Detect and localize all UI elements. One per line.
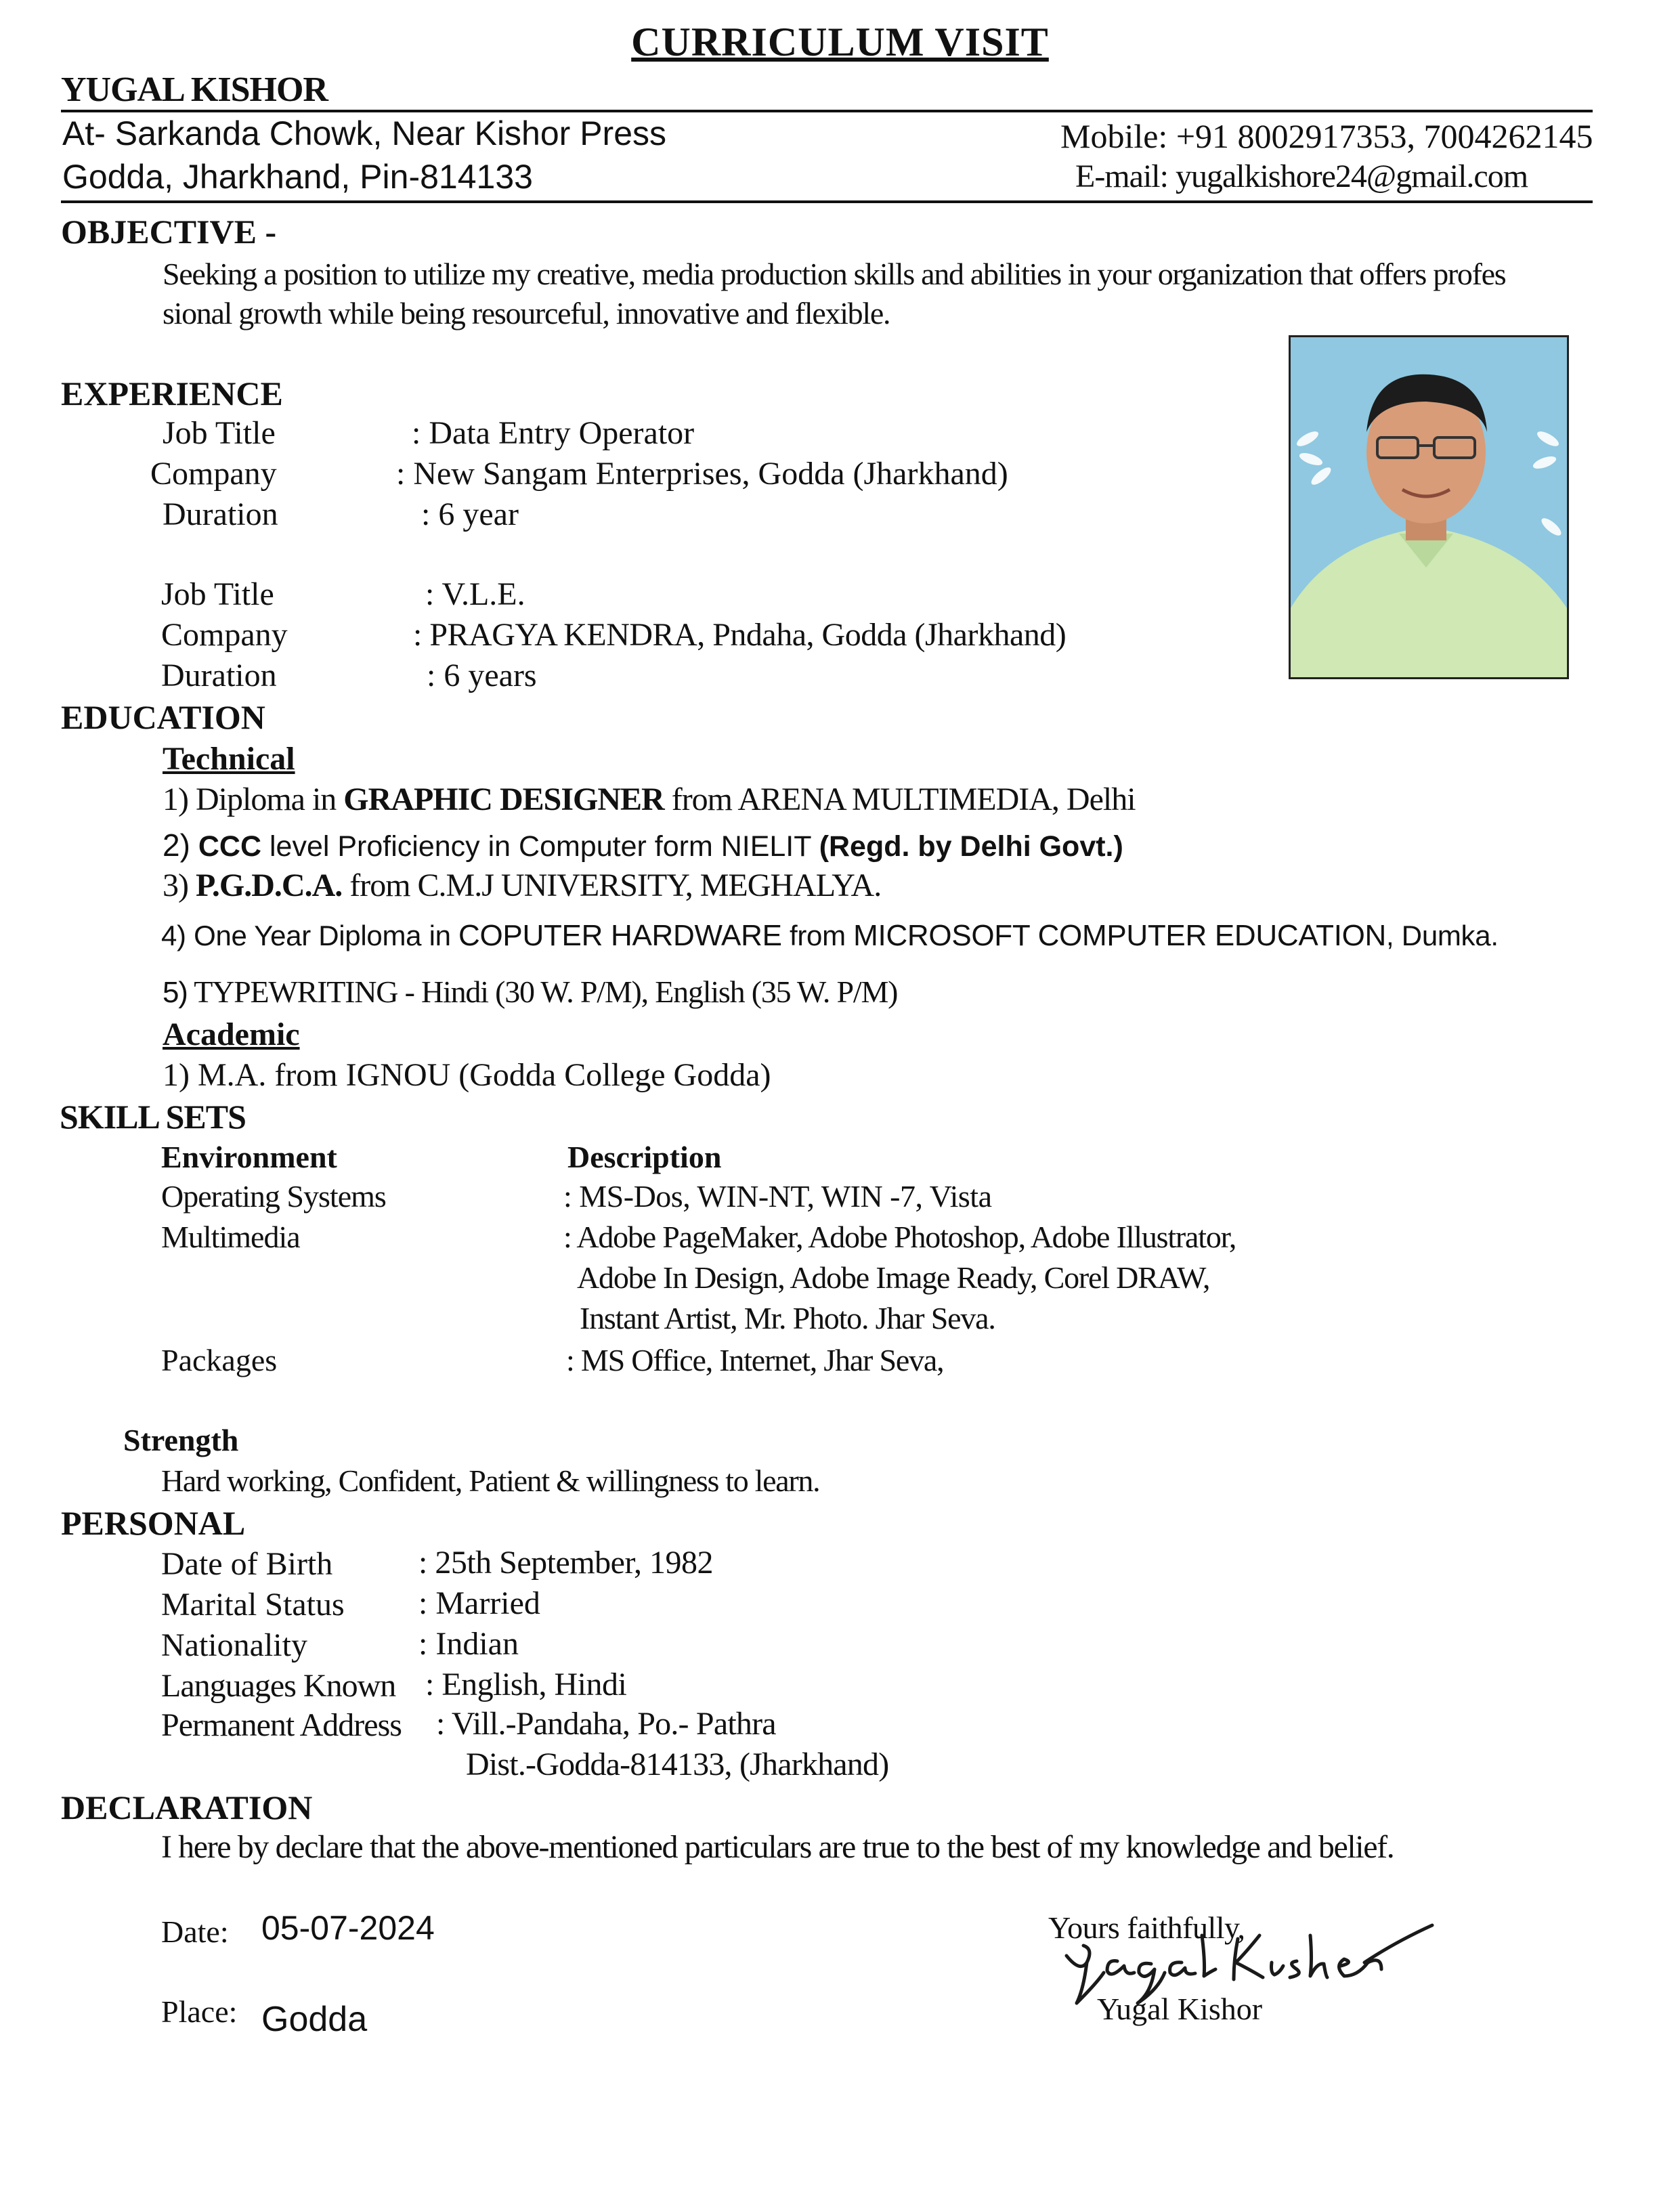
technical-item-4-strong-2: MICROSOFT COMPUTER EDUCATION xyxy=(853,919,1387,952)
academic-item-1 xyxy=(163,1056,771,1094)
strength-heading: Strength xyxy=(123,1423,239,1457)
declaration-text: I here by declare that the above-mentioned particulars are true to the best of my knowledge and belief. xyxy=(161,1829,1394,1865)
job-1-duration: : 6 year xyxy=(421,496,519,532)
technical-item-4-pre: One Year Diploma in xyxy=(186,920,459,951)
skills-column-description: Description xyxy=(567,1140,722,1174)
skills-row-1-desc: : MS-Dos, WIN-NT, WIN -7, Vista xyxy=(563,1179,992,1214)
job-1-company: : New Sangam Enterprises, Godda (Jharkhand) xyxy=(396,456,1008,492)
skills-row-4-desc: Instant Artist, Mr. Photo. Jhar Seva. xyxy=(580,1301,995,1335)
personal-nationality-value: : Indian xyxy=(418,1626,519,1662)
technical-item-2 xyxy=(163,827,1123,863)
personal-dob-value: : 25th September, 1982 xyxy=(418,1545,714,1581)
personal-nationality-label: Nationality xyxy=(161,1627,307,1663)
declaration-heading: DECLARATION xyxy=(61,1788,313,1826)
address-line-1: At- Sarkanda Chowk, Near Kishor Press xyxy=(62,114,667,152)
technical-item-5-num: 5) xyxy=(163,976,188,1009)
technical-item-1 xyxy=(163,781,1136,818)
place-label: Place: xyxy=(161,1994,238,2029)
personal-dob-label: Date of Birth xyxy=(161,1546,333,1582)
personal-address-value: : Vill.-Pandaha, Po.- Pathra xyxy=(436,1706,776,1742)
skill-sets-heading: SKILL SETS xyxy=(60,1098,246,1136)
header-rule-top xyxy=(61,110,1593,112)
skills-row-1-env: Operating Systems xyxy=(161,1179,386,1214)
technical-item-2-bold-1: CCC xyxy=(198,830,262,863)
job-1-title: : Data Entry Operator xyxy=(412,415,695,451)
mobile-number: Mobile: +91 8002917353, 7004262145 xyxy=(1060,117,1593,155)
objective-text-line-2: sional growth while being resourceful, innovative and flexible. xyxy=(163,296,890,330)
academic-item-1-num: 1) xyxy=(163,1057,190,1093)
technical-item-1-num: 1) xyxy=(163,781,188,817)
address-line-2: Godda, Jharkhand, Pin-814133 xyxy=(62,158,533,196)
skills-column-environment: Environment xyxy=(161,1140,337,1174)
job-2-company-label: Company xyxy=(161,617,288,653)
candidate-name: YUGAL KISHOR xyxy=(61,70,328,109)
closing-text: Yours faithfully, xyxy=(1048,1910,1245,1945)
job-1-duration-label: Duration xyxy=(163,496,278,532)
skills-row-2-desc: : Adobe PageMaker, Adobe Photoshop, Adobe Illustrator, xyxy=(563,1220,1236,1254)
profile-photo-icon xyxy=(1291,337,1567,677)
document-title: CURRICULUM VISIT xyxy=(631,20,1049,64)
education-heading: EDUCATION xyxy=(61,698,265,736)
technical-subheading: Technical xyxy=(163,741,295,777)
profile-photo xyxy=(1289,335,1569,679)
technical-item-2-num: 2) xyxy=(163,828,190,863)
job-2-duration: : 6 years xyxy=(427,658,537,693)
technical-item-4-num: 4) xyxy=(161,920,186,951)
technical-item-4-post: , Dumka. xyxy=(1386,920,1499,951)
technical-item-1-post: from ARENA MULTIMEDIA, Delhi xyxy=(664,781,1136,817)
date-label: Date: xyxy=(161,1914,229,1949)
personal-marital-label: Marital Status xyxy=(161,1587,345,1623)
job-1-title-label: Job Title xyxy=(163,415,276,451)
personal-marital-value: : Married xyxy=(418,1585,540,1621)
technical-item-5-text: TYPEWRITING - Hindi (30 W. P/M), English (35 W. P/M) xyxy=(194,974,898,1009)
strength-text: Hard working, Confident, Patient & willingness to learn. xyxy=(161,1463,820,1498)
personal-address-line-2: Dist.-Godda-814133, (Jharkhand) xyxy=(466,1746,889,1782)
job-2-title-label: Job Title xyxy=(161,576,274,612)
job-1-company-label: Company xyxy=(150,456,277,492)
technical-item-3 xyxy=(163,867,881,904)
skills-row-5-desc: : MS Office, Internet, Jhar Seva, xyxy=(566,1343,944,1377)
signature-name: Yugal Kishor xyxy=(1097,1992,1263,2026)
personal-languages-label: Languages Known xyxy=(161,1668,396,1704)
personal-heading: PERSONAL xyxy=(61,1504,246,1542)
technical-item-1-bold: GRAPHIC DESIGNER xyxy=(343,781,664,817)
academic-subheading: Academic xyxy=(163,1016,300,1052)
job-2-duration-label: Duration xyxy=(161,658,277,693)
skills-row-5-env: Packages xyxy=(161,1343,278,1377)
email-address: E-mail: yugalkishore24@gmail.com xyxy=(1075,158,1528,194)
place-value: Godda xyxy=(261,2000,368,2039)
technical-item-3-post: from C.M.J UNIVERSITY, MEGHALYA. xyxy=(342,867,882,903)
technical-item-2-bold-2: (Regd. by Delhi Govt.) xyxy=(819,830,1123,863)
technical-item-4-mid: from xyxy=(781,920,854,951)
personal-languages-value: : English, Hindi xyxy=(425,1667,627,1702)
header-rule-bottom xyxy=(61,200,1593,203)
job-2-company: : PRAGYA KENDRA, Pndaha, Godda (Jharkhand) xyxy=(413,617,1067,653)
technical-item-4 xyxy=(161,919,1499,953)
objective-text-line-1: Seeking a position to utilize my creative, media production skills and abilities in your organization that offers profes xyxy=(163,257,1506,291)
technical-item-3-num: 3) xyxy=(163,867,188,903)
personal-address-label: Permanent Address xyxy=(161,1707,402,1743)
technical-item-2-mid: level Proficiency in Computer form NIELIT xyxy=(261,830,819,863)
skills-row-3-desc: Adobe In Design, Adobe Image Ready, Corel DRAW, xyxy=(577,1260,1210,1295)
technical-item-4-strong-1: COPUTER HARDWARE xyxy=(458,919,782,952)
date-value: 05-07-2024 xyxy=(261,1909,435,1947)
technical-item-1-pre: Diploma in xyxy=(195,781,344,817)
technical-item-5 xyxy=(163,974,897,1010)
experience-heading: EXPERIENCE xyxy=(61,374,283,412)
skills-row-2-env: Multimedia xyxy=(161,1220,300,1254)
job-2-title: : V.L.E. xyxy=(425,576,525,612)
objective-heading: OBJECTIVE - xyxy=(61,213,277,251)
technical-item-3-bold: P.G.D.C.A. xyxy=(195,867,343,903)
academic-item-1-text: M.A. from IGNOU (Godda College Godda) xyxy=(197,1057,771,1093)
